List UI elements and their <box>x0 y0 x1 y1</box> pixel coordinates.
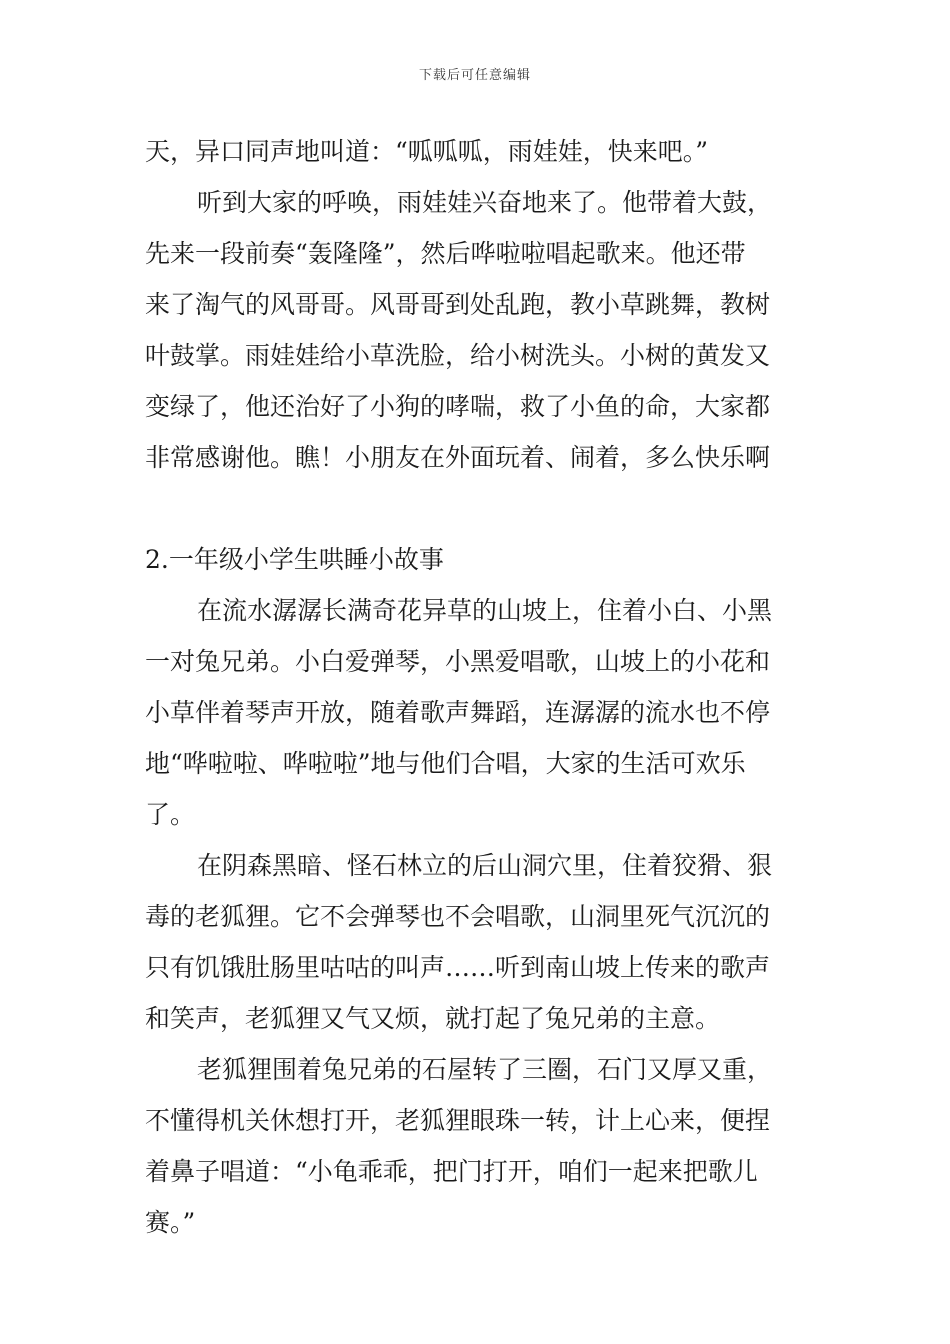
text-line: 老狐狸围着兔兄弟的石屋转了三圈，石门又厚又重， <box>197 1055 773 1084</box>
text-line: 了。 <box>145 800 196 829</box>
text-line: 不懂得机关休想打开，老狐狸眼珠一转，计上心来，便捏 <box>145 1106 771 1135</box>
document-body <box>145 126 810 1248</box>
text-line: 地“哗啦啦、哗啦啦”地与他们合唱，大家的生活可欢乐 <box>145 749 746 778</box>
page-header: 下载后可任意编辑 <box>418 68 531 83</box>
text-line: 天，异口同声地叫道：“呱呱呱，雨娃娃，快来吧。” <box>145 137 709 166</box>
text-line: 先来一段前奏“轰隆隆”，然后哗啦啦唱起歌来。他还带 <box>145 239 746 268</box>
text-line: 毒的老狐狸。它不会弹琴也不会唱歌，山洞里死气沉沉的 <box>145 902 771 931</box>
text-line: 变绿了，他还治好了小狗的哮喘，救了小鱼的命，大家都 <box>145 392 771 421</box>
text-line: 叶鼓掌。雨娃娃给小草洗脸，给小树洗头。小树的黄发又 <box>145 341 771 370</box>
text-line: 着鼻子唱道：“小龟乖乖，把门打开，咱们一起来把歌儿 <box>145 1157 758 1186</box>
text-line: 2.一年级小学生哄睡小故事 <box>145 545 444 574</box>
text-line: 听到大家的呼唤，雨娃娃兴奋地来了。他带着大鼓， <box>197 188 773 217</box>
text-line: 只有饥饿肚肠里咕咕的叫声……听到南山坡上传来的歌声 <box>145 953 771 982</box>
text-line: 赛。” <box>145 1208 196 1237</box>
paragraph-gap <box>145 483 810 534</box>
text-line: 一对兔兄弟。小白爱弹琴，小黑爱唱歌，山坡上的小花和 <box>145 647 771 676</box>
text-line: 和笑声，老狐狸又气又烦，就打起了兔兄弟的主意。 <box>145 1004 721 1033</box>
text-line: 在流水潺潺长满奇花异草的山坡上，住着小白、小黑 <box>197 596 773 625</box>
text-line: 非常感谢他。瞧！小朋友在外面玩着、闹着，多么快乐啊 <box>145 443 771 472</box>
text-line: 来了淘气的风哥哥。风哥哥到处乱跑，教小草跳舞，教树 <box>145 290 771 319</box>
text-line: 小草伴着琴声开放，随着歌声舞蹈，连潺潺的流水也不停 <box>145 698 771 727</box>
text-line: 在阴森黑暗、怪石林立的后山洞穴里，住着狡猾、狠 <box>197 851 773 880</box>
